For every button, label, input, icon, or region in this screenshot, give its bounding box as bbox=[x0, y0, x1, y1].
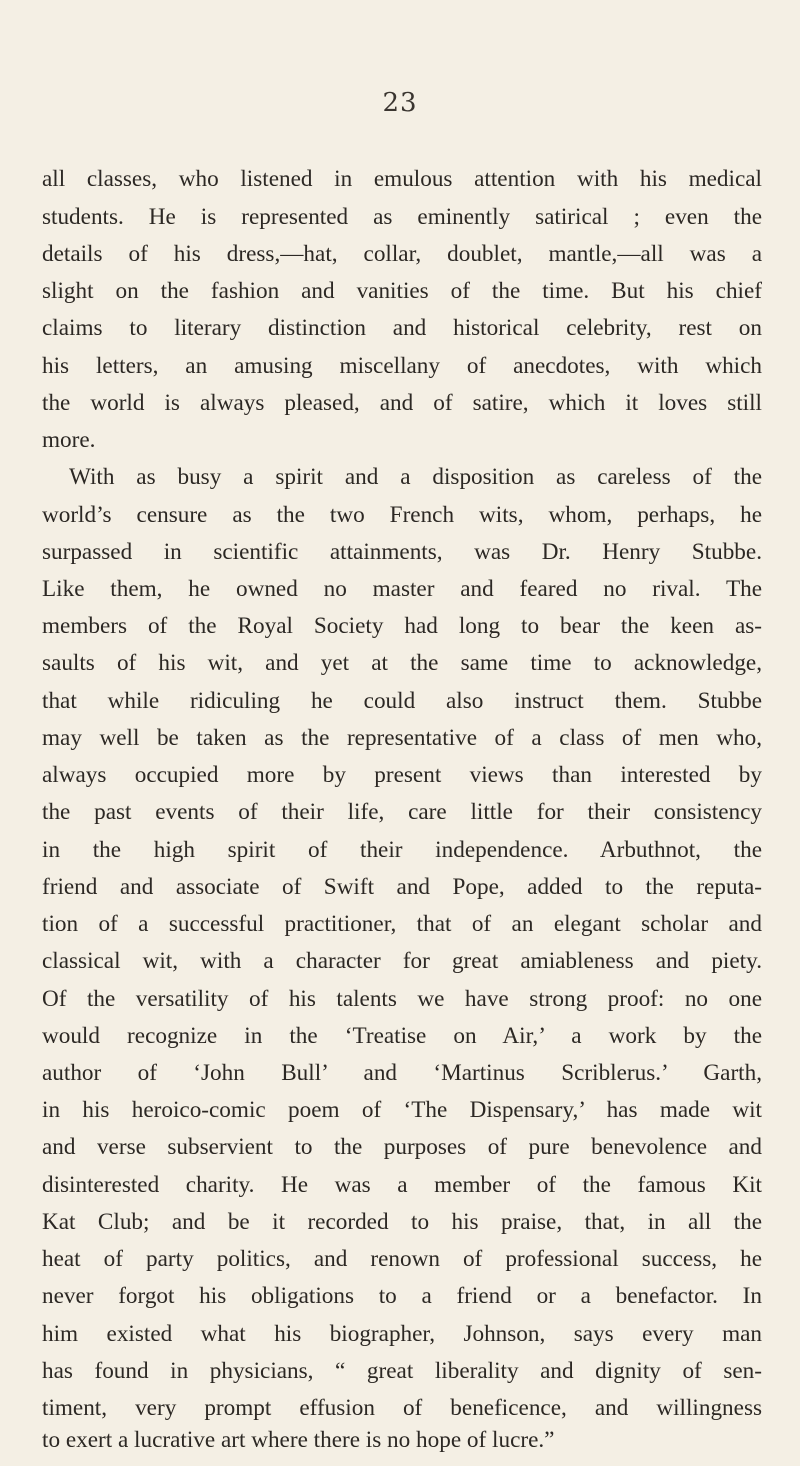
text-line: that while ridiculing he could also instruct them. Stubbe bbox=[42, 688, 762, 714]
text-line: him existed what his biographer, Johnson, says every man bbox=[42, 1321, 762, 1347]
text-line: always occupied more by present views than interested by bbox=[42, 762, 762, 788]
text-line: disinterested charity. He was a member of the famous Kit bbox=[42, 1172, 762, 1198]
text-line: author of ‘John Bull’ and ‘Martinus Scriblerus.’ Garth, bbox=[42, 1060, 762, 1086]
text-line: his letters, an amusing miscellany of anecdotes, with which bbox=[42, 353, 762, 379]
text-line: all classes, who listened in emulous attention with his medical bbox=[42, 166, 762, 192]
text-line: slight on the fashion and vanities of the time. But his chief bbox=[42, 278, 762, 304]
text-line: the world is always pleased, and of satire, which it loves still bbox=[42, 390, 762, 416]
text-line: students. He is represented as eminently satirical ; even the bbox=[42, 204, 762, 230]
text-line: world’s censure as the two French wits, whom, perhaps, he bbox=[42, 502, 762, 528]
text-line: tion of a successful practitioner, that of an elegant scholar and bbox=[42, 911, 762, 937]
text-line: to exert a lucrative art where there is no hope of lucre.” bbox=[42, 1427, 555, 1453]
text-line: friend and associate of Swift and Pope, added to the reputa- bbox=[42, 874, 762, 900]
text-line: members of the Royal Society had long to bear the keen as- bbox=[42, 613, 762, 639]
page-number: 23 bbox=[382, 88, 418, 118]
text-line: in the high spirit of their independence. Arbuthnot, the bbox=[42, 837, 762, 863]
text-line: classical wit, with a character for great amiableness and piety. bbox=[42, 948, 762, 974]
text-line: more. bbox=[42, 427, 96, 453]
text-line: would recognize in the ‘Treatise on Air,’ a work by the bbox=[42, 1023, 762, 1049]
text-line: saults of his wit, and yet at the same time to acknowledge, bbox=[42, 650, 762, 676]
text-line: surpassed in scientific attainments, was Dr. Henry Stubbe. bbox=[42, 539, 762, 565]
text-line: With as busy a spirit and a disposition as careless of the bbox=[69, 464, 762, 490]
text-line: never forgot his obligations to a friend or a benefactor. In bbox=[42, 1283, 762, 1309]
text-line: Like them, he owned no master and feared no rival. The bbox=[42, 576, 762, 602]
text-line: Kat Club; and be it recorded to his praise, that, in all the bbox=[42, 1209, 762, 1235]
text-line: heat of party politics, and renown of professional success, he bbox=[42, 1246, 762, 1272]
text-line: the past events of their life, care little for their consistency bbox=[42, 799, 762, 825]
text-line: in his heroico-comic poem of ‘The Dispensary,’ has made wit bbox=[42, 1097, 762, 1123]
text-line: details of his dress,—hat, collar, doublet, mantle,—all was a bbox=[42, 241, 762, 267]
text-line: has found in physicians, “ great liberality and dignity of sen- bbox=[42, 1358, 762, 1384]
text-line: may well be taken as the representative of a class of men who, bbox=[42, 725, 762, 751]
text-line: timent, very prompt effusion of beneficence, and willingness bbox=[42, 1395, 762, 1421]
text-line: claims to literary distinction and historical celebrity, rest on bbox=[42, 315, 762, 341]
text-line: and verse subservient to the purposes of pure benevolence and bbox=[42, 1134, 762, 1160]
text-line: Of the versatility of his talents we have strong proof: no one bbox=[42, 986, 762, 1012]
